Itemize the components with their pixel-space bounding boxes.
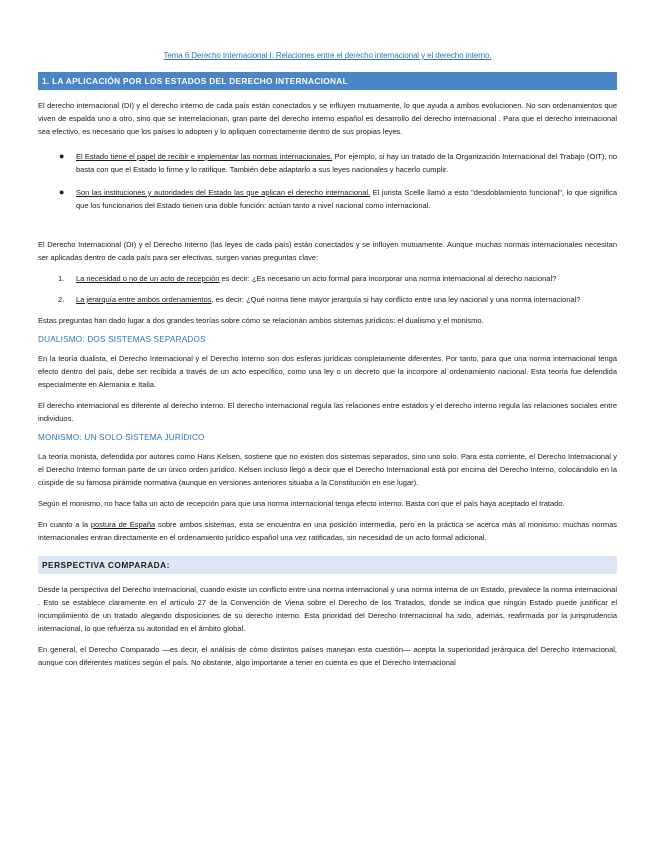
paragraph-perspectiva-1: Desde la perspectiva del Derecho Internacional, cuando existe un conflicto entre una norma internacional y una norma interna de un Estado, prevalece la norma internacional . Esto se establece claramente en el artículo 27 de la Convención de Viena sobre el Derecho de los Tratados, donde se indica que ningún Estado puede justificar el incumplimiento de un tratado alegando disposiciones de su derecho interno. Esta prioridad del Derecho Internacional ha sido, además, reafirmada por la jurisprudencia internacional, lo que refuerza su autoridad en el ámbito global.: [38, 585, 617, 633]
paragraph-dualismo-2: El derecho internacional es diferente al derecho interno. El derecho internacional regula las relaciones entre estados y el derecho interno regula las relaciones sociales entre individuos.: [38, 401, 617, 423]
bullet-lead: Son las instituciones y autoridades del Estado las que aplican el derecho internacional.: [76, 188, 371, 197]
text-fragment: sobre ambos sistemas, esta se encuentra en una posición intermedia, pero en la práctica se acerca más al monismo: muchas normas internacionales entran directamente en el ordenamiento jurídico español una vez ratificadas, sin necesidad de un acto formal adicional.: [38, 520, 617, 542]
list-item: [59, 150, 618, 176]
list-number: 2.: [58, 295, 65, 304]
bullet-lead: El Estado tiene el papel de recibir e implementar las normas internacionales.: [76, 152, 333, 161]
postura-espana-link: postura de España: [90, 520, 156, 529]
question-lead: La jerarquía entre ambos ordenamientos: [76, 295, 212, 304]
heading-dualismo: DUALISMO: DOS SISTEMAS SEPARADOS: [38, 335, 206, 344]
paragraph-monismo-2: Según el monismo, no hace falta un acto de recepción para que una norma internacional tenga efecto interno. Basta con que el país haya aceptado el tratado.: [38, 499, 565, 508]
text-fragment: En cuanto a la: [38, 520, 91, 529]
question-text: es decir: ¿Es necesario un acto formal para incorporar una norma internacional al derecho nacional?: [219, 274, 557, 283]
paragraph-preguntas: El Derecho Internacional (DI) y el Derecho Interno (las leyes de cada país) están conectados y se influyen mutuamente. Aunque muchas normas internacionales necesitan ser aplicadas dentro de cada país para ser efectivas, surgen varias preguntas clave:: [38, 240, 617, 262]
document-title[interactable]: Tema 6 Derecho Internacional I: Relaciones entre el derecho internacional y el derecho interno.: [163, 51, 492, 60]
question-lead: La necesidad o no de un acto de recepción: [76, 274, 220, 283]
section-heading-aplicacion: 1. LA APLICACIÓN POR LOS ESTADOS DEL DERECHO INTERNACIONAL: [38, 72, 617, 90]
bullet-dot-icon: ●: [59, 151, 65, 161]
list-item: [59, 186, 618, 212]
list-number: 1.: [58, 274, 65, 283]
paragraph-teorias: Estas preguntas han dado lugar a dos grandes teorías sobre cómo se relacionan ambos sistemas jurídicos: el dualismo y el monismo.: [38, 316, 484, 325]
bullet-text: El jurista Scelle llamó a esto "desdoblamiento funcional", lo que significa que los funcionarios del Estado tienen una doble función: actúan tanto a nivel nacional como internacional.: [76, 188, 618, 210]
paragraph-monismo-3: [38, 518, 617, 544]
list-item: [58, 293, 617, 306]
paragraph-dualismo-1: En la teoría dualista, el Derecho Internacional y el Derecho Interno son dos esferas jurídicas completamente diferentes. Por tanto, para que una norma internacional tenga efecto dentro del país, debe ser recibida a través de un acto específico, como una ley o un decreto que la incorpore al ordenamiento nacional. Esta teoría fue defendida especialmente en Alemania e Italia.: [38, 354, 617, 389]
questions-list: [38, 272, 617, 306]
intro-paragraph: El derecho internacional (DI) y el derecho interno de cada país están conectados y se influyen mutuamente, lo que ayuda a ambos evolucionen. No son ordenamientos que viven de espalda uno a otro, sino que se interrelacionan, gran parte del derecho interno español es desarrollo del derecho internacional . Para que el derecho internacional sea efectivo, es necesario que los países lo adopten y lo apliquen correctamente dentro de sus propias leyes.: [38, 101, 617, 136]
bullet-list: [38, 150, 617, 212]
paragraph-monismo-1: La teoría monista, defendida por autores como Hans Kelsen, sostiene que no existen dos sistemas separados, sino uno solo. Para esta corriente, el Derecho Internacional y el Derecho Interno forman parte de un único orden jurídico. Kelsen incluso llegó a decir que el Derecho Internacional está por encima del Derecho Interno, colocándolo en la cúspide de su famosa pirámide normativa (aunque en versiones anteriores situaba a la Constitución en ese lugar).: [38, 452, 617, 487]
paragraph-perspectiva-2: En general, el Derecho Comparado —es decir, el análisis de cómo distintos países manejan esta cuestión— acepta la superioridad jerárquica del Derecho Internacional, aunque con diferentes matices según el país. No obstante, algo importante a tener en cuenta es que el Derecho Internacional: [38, 645, 617, 667]
section-heading-perspectiva: PERSPECTIVA COMPARADA:: [38, 556, 617, 574]
list-item: [58, 272, 617, 285]
heading-monismo: MONISMO: UN SOLO SISTEMA JURÍDICO: [38, 433, 205, 442]
question-text: , es decir: ¿Qué norma tiene mayor jerarquía si hay conflicto entre una ley nacional y una norma internacional?: [211, 295, 581, 304]
bullet-text: Por ejemplo, si hay un tratado de la Organización Internacional del Trabajo (OIT), no basta con que el Estado lo firme y lo ratifique. También debe adaptarlo a sus leyes nacionales y hacerlo cumplir.: [76, 152, 618, 174]
bullet-dot-icon: ●: [59, 187, 65, 197]
